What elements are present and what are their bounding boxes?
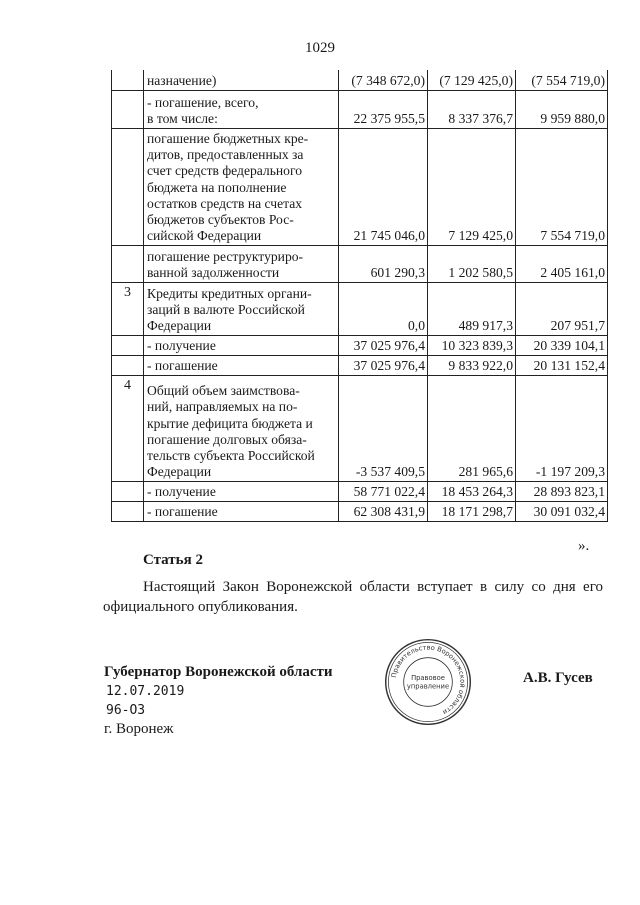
- table-row: [112, 355, 608, 375]
- table-row: [112, 245, 608, 282]
- row-number-cell: 3: [112, 282, 144, 335]
- law-date: 12.07.2019: [106, 684, 185, 699]
- value-2019-cell: (7 348 672,0): [339, 70, 428, 90]
- official-seal: [383, 637, 473, 727]
- law-number: 96-ОЗ: [106, 703, 146, 718]
- value-2020-cell: (7 129 425,0): [428, 70, 516, 90]
- table-row: [112, 70, 608, 90]
- row-number-cell: [112, 335, 144, 355]
- description-cell: Общий объем заимствова- ний, направляемых на по- крытие дефицита бюджета и погашение долговых обяза- тельств субъекта Российской Федерации: [144, 375, 339, 481]
- value-2020-cell: 18 171 298,7: [428, 501, 516, 521]
- value-2020-cell: 18 453 264,3: [428, 481, 516, 501]
- value-2021-cell: 28 893 823,1: [516, 481, 608, 501]
- value-2021-cell: 7 554 719,0: [516, 128, 608, 245]
- value-2020-cell: 10 323 839,3: [428, 335, 516, 355]
- row-number-cell: [112, 128, 144, 245]
- value-2020-cell: 281 965,6: [428, 375, 516, 481]
- signature-block: [104, 663, 333, 739]
- page-number: 1029: [305, 40, 335, 56]
- seal-center-line2: управление: [406, 682, 450, 691]
- row-number-cell: [112, 90, 144, 128]
- value-2021-cell: (7 554 719,0): [516, 70, 608, 90]
- governor-name: А.В. Гусев: [523, 670, 593, 686]
- value-2020-cell: 489 917,3: [428, 282, 516, 335]
- table-body: [112, 70, 608, 521]
- value-2020-cell: 1 202 580,5: [428, 245, 516, 282]
- value-2020-cell: 7 129 425,0: [428, 128, 516, 245]
- description-cell: - погашение: [144, 501, 339, 521]
- row-number-cell: 4: [112, 375, 144, 481]
- description-cell: погашение реструктуриро- ванной задолженности: [144, 245, 339, 282]
- table-row: [112, 481, 608, 501]
- value-2019-cell: 21 745 046,0: [339, 128, 428, 245]
- table-row: [112, 501, 608, 521]
- row-number-cell: [112, 481, 144, 501]
- row-number-cell: [112, 245, 144, 282]
- value-2019-cell: 0,0: [339, 282, 428, 335]
- description-cell: - получение: [144, 335, 339, 355]
- row-number-cell: [112, 70, 144, 90]
- description-cell: назначение): [144, 70, 339, 90]
- description-cell: - получение: [144, 481, 339, 501]
- budget-borrowing-table: [111, 70, 608, 522]
- value-2021-cell: 2 405 161,0: [516, 245, 608, 282]
- closing-quote: ».: [578, 538, 590, 554]
- value-2021-cell: 9 959 880,0: [516, 90, 608, 128]
- description-cell: погашение бюджетных кре- дитов, предоставленных за счет средств федерального бюджета на пополнение остатков средств на счетах бюджетов субъектов Рос- сийской Федерации: [144, 128, 339, 245]
- row-number-cell: [112, 501, 144, 521]
- article-body: Настоящий Закон Воронежской области вступает в силу со дня его официального опубликования.: [103, 579, 603, 615]
- value-2020-cell: 9 833 922,0: [428, 355, 516, 375]
- description-cell: Кредиты кредитных органи- заций в валюте Российской Федерации: [144, 282, 339, 335]
- row-number-cell: [112, 355, 144, 375]
- value-2019-cell: -3 537 409,5: [339, 375, 428, 481]
- value-2021-cell: 20 131 152,4: [516, 355, 608, 375]
- value-2019-cell: 601 290,3: [339, 245, 428, 282]
- table-row: [112, 335, 608, 355]
- value-2019-cell: 37 025 976,4: [339, 355, 428, 375]
- description-cell: - погашение, всего, в том числе:: [144, 90, 339, 128]
- value-2021-cell: -1 197 209,3: [516, 375, 608, 481]
- seal-center-line1: Правовое: [411, 674, 445, 683]
- value-2020-cell: 8 337 376,7: [428, 90, 516, 128]
- governor-title: Губернатор Воронежской области: [104, 664, 333, 680]
- article-title: Статья 2: [143, 552, 203, 568]
- value-2019-cell: 62 308 431,9: [339, 501, 428, 521]
- table-row: [112, 90, 608, 128]
- description-cell: - погашение: [144, 355, 339, 375]
- value-2019-cell: 58 771 022,4: [339, 481, 428, 501]
- value-2019-cell: 22 375 955,5: [339, 90, 428, 128]
- value-2021-cell: 30 091 032,4: [516, 501, 608, 521]
- seal-ring-text: Правительство Воронежской области: [389, 643, 467, 717]
- city: г. Воронеж: [104, 721, 174, 737]
- table-row: [112, 282, 608, 335]
- value-2019-cell: 37 025 976,4: [339, 335, 428, 355]
- value-2021-cell: 207 951,7: [516, 282, 608, 335]
- table-row: [112, 375, 608, 481]
- table-row: [112, 128, 608, 245]
- value-2021-cell: 20 339 104,1: [516, 335, 608, 355]
